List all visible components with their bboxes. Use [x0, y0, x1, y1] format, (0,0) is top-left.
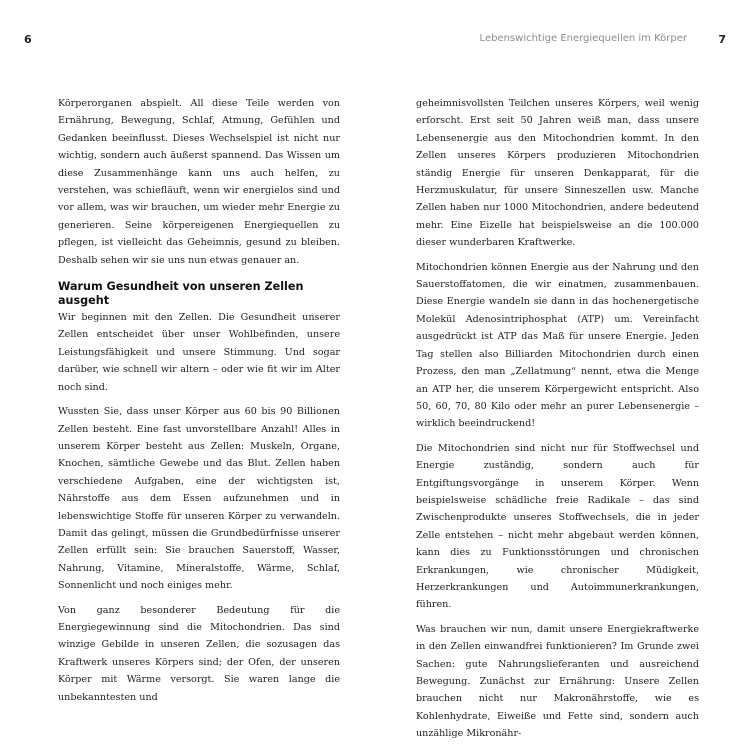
right-page-body — [416, 95, 699, 750]
paragraph: Was brauchen wir nun, damit unsere Energiekraftwerke in den Zellen einwandfrei funktionieren? Im Grunde zwei Sachen: gute Nahrungslieferanten und ausreichend Bewegung. Zunächst zur Ernährung: Unsere Zellen brauchen nicht nur Makronährstoffe, wie es Kohlenhydrate, Eiweiße und Fette sind, sondern auch unzählige Mikronähr- — [416, 623, 699, 740]
paragraph: Wussten Sie, dass unser Körper aus 60 bis 90 Billionen Zellen besteht. Eine fast unvorstellbare Anzahl! Alles in unserem Körper besteht aus Zellen: Muskeln, Organe, Knochen, sämtliche Gewebe und das Blut. Zellen haben verschiedene Aufgaben, eine der wichtigsten ist, Nährstoffe aus dem Essen aufzunehmen und in lebenswichtige Stoffe für unseren Körper zu verwandeln. Damit das gelingt, müssen die Grundbedürfnisse unserer Zellen erfüllt sein: Sie brauchen Sauerstoff, Wasser, Nahrung, Vitamine, Mineralstoffe, Wärme, Schlaf, Sonnenlicht und noch einiges mehr. — [58, 406, 340, 592]
page-number-right: 7 — [718, 33, 726, 46]
running-head: Lebenswichtige Energiequellen im Körper — [479, 33, 687, 44]
paragraph: geheimnisvollsten Teilchen unseres Körpers, weil wenig erforscht. Erst seit 50 Jahren weiß man, dass unsere Lebensenergie aus den Mitochondrien kommt. In den Zellen unseres Körpers produzieren Mitochondrien ständig Energie für unseren Denkapparat, für die Herzmuskulatur, für unsere Sinneszellen usw. Manche Zellen haben nur 1000 Mitochondrien, andere bedeutend mehr. Eine Eizelle hat beispielsweise an die 100.000 dieser wunderbaren Kraftwerke. — [416, 98, 699, 249]
page-number-left: 6 — [24, 33, 32, 46]
paragraph: Von ganz besonderer Bedeutung für die Energiegewinnung sind die Mitochondrien. Das sind winzige Gebilde in unseren Zellen, die sozusagen das Kraftwerk unseres Körpers sind; der Ofen, der unseren Körper mit Wärme versorgt. Sie waren lange die unbekanntesten und — [58, 604, 340, 703]
paragraph: Wir beginnen mit den Zellen. Die Gesundheit unserer Zellen entscheidet über unser Wohlbefinden, unsere Leistungsfähigkeit und unsere Stimmung. Und sogar darüber, wie schnell wir altern – oder wie fit wir im Alter noch sind. — [58, 312, 340, 393]
left-page — [0, 0, 375, 703]
paragraph: Körperorganen abspielt. All diese Teile werden von Ernährung, Bewegung, Schlaf, Atmung, Gefühlen und Gedanken beeinflusst. Dieses Wechselspiel ist nicht nur wichtig, sondern auch äußerst spannend. Das Wissen um diese Zusammenhänge kann uns auch helfen, zu verstehen, was schiefläuft, wenn wir energielos sind und vor allem, was wir brauchen, um wieder mehr Energie zu generieren. Seine körpereigenen Energiequellen zu pflegen, ist vielleicht das Geheimnis, gesund zu bleiben. Deshalb sehen wir sie uns nun etwas genauer an. — [58, 98, 340, 266]
paragraph: Mitochondrien können Energie aus der Nahrung und den Sauerstoffatomen, die wir einatmen, zusammenbauen. Diese Energie wandeln sie dann in das hochenergetische Molekül Adenosintriphosphat (ATP) um. Vereinfacht ausgedrückt ist ATP das Maß für unsere Energie. Jeden Tag stellen also Billiarden Mitochondrien durch einen Prozess, den man „Zellatmung“ nennt, etwa die Menge an ATP her, die unserem Körpergewicht entspricht. Also 50, 60, 70, 80 Kilo oder mehr an purer Lebensenergie – wirklich beeindruckend! — [416, 261, 699, 430]
left-page-body — [58, 95, 340, 713]
paragraph: Die Mitochondrien sind nicht nur für Stoffwechsel und Energie zuständig, sondern auch für Entgiftungsvorgänge in unserem Körper. Wenn beispielsweise schädliche freie Radikale – das sind Zwischenprodukte unseres Stoffwechsels, die in jeder Zelle entstehen – nicht mehr abgebaut werden können, kann dies zu Funktionsstörungen und chronischen Erkrankungen, wie chronischer Müdigkeit, Herzerkrankungen und Autoimmunerkrankungen, führen. — [416, 442, 699, 611]
right-page — [375, 0, 750, 740]
section-heading: Warum Gesundheit von unseren Zellen ausgeht — [58, 280, 304, 308]
